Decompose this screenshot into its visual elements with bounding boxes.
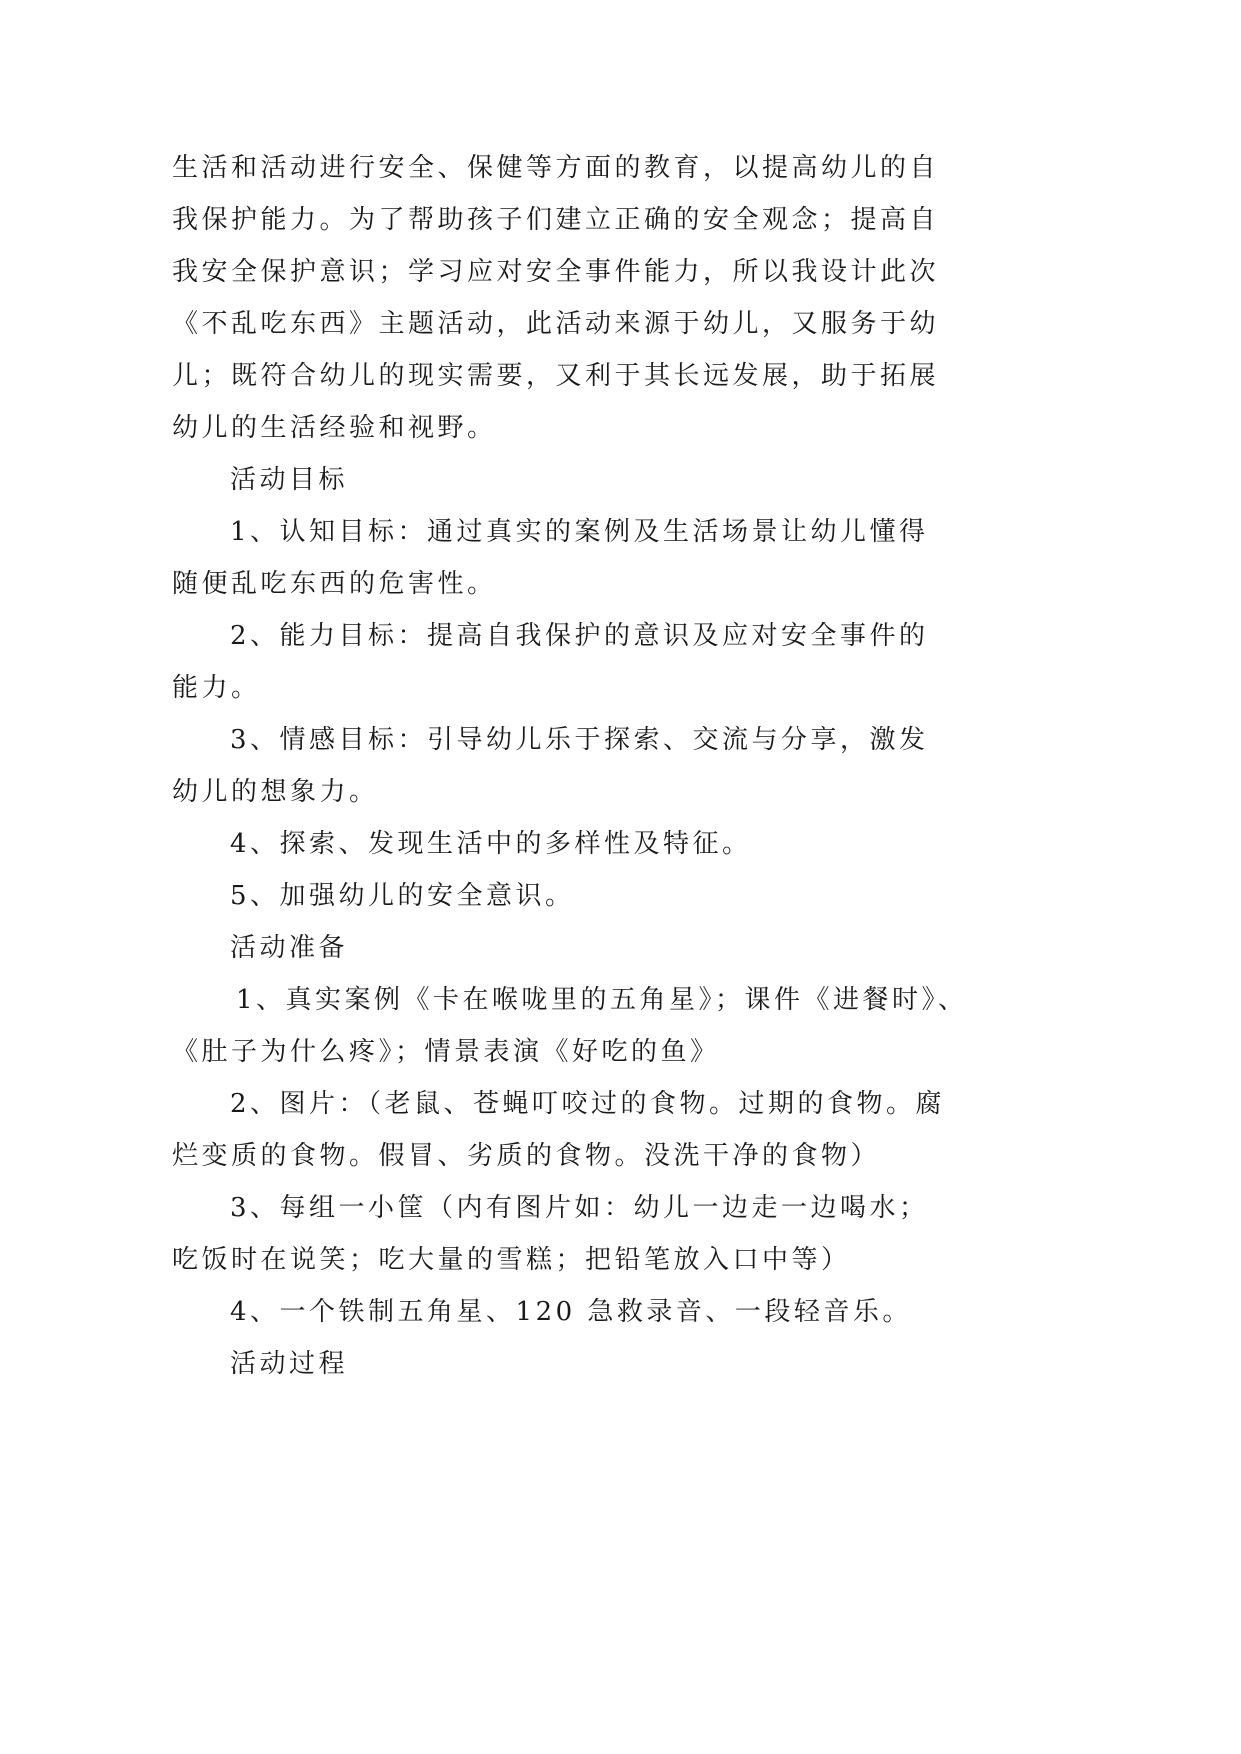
paragraph-line: 吃饭时在说笑；吃大量的雪糕；把铅笔放入口中等）: [172, 1245, 851, 1275]
paragraph-line: 4、探索、发现生活中的多样性及特征。: [230, 829, 752, 859]
paragraph-line: 幼儿的想象力。: [172, 777, 379, 807]
objective-item: [172, 870, 1072, 922]
paragraph-line: 我安全保护意识；学习应对安全事件能力，所以我设计此次: [172, 257, 940, 287]
section-heading-process: 活动过程: [230, 1349, 349, 1379]
preparation-item: [172, 1078, 1072, 1182]
paragraph-line: 生活和活动进行安全、保健等方面的教育，以提高幼儿的自: [172, 153, 940, 183]
paragraph-line: 3、情感目标：引导幼儿乐于探索、交流与分享，激发: [230, 725, 929, 755]
paragraph-line: 随便乱吃东西的危害性。: [172, 569, 497, 599]
paragraph-line: 2、图片：（老鼠、苍蝇叮咬过的食物。过期的食物。腐: [230, 1089, 946, 1119]
paragraph-line: 5、加强幼儿的安全意识。: [230, 881, 575, 911]
section-heading-preparation: 活动准备: [230, 933, 349, 963]
section-heading-objectives: 活动目标: [230, 465, 349, 495]
objective-item: [172, 610, 1072, 714]
preparation-item: [172, 1286, 1072, 1338]
paragraph-line: 烂变质的食物。假冒、劣质的食物。没洗干净的食物）: [172, 1141, 881, 1171]
paragraph-line: 《不乱吃东西》主题活动，此活动来源于幼儿，又服务于幼: [172, 309, 940, 339]
paragraph-line: 能力。: [172, 673, 261, 703]
paragraph-line: 2、能力目标：提高自我保护的意识及应对安全事件的: [230, 621, 929, 651]
objective-item: [172, 714, 1072, 818]
paragraph-line: 儿；既符合幼儿的现实需要，又利于其长远发展，助于拓展: [172, 361, 940, 391]
intro-paragraph: [172, 142, 1072, 454]
objective-item: [172, 818, 1072, 870]
paragraph-line: 3、每组一小筐（内有图片如：幼儿一边走一边喝水；: [230, 1193, 929, 1223]
paragraph-line: 1、认知目标：通过真实的案例及生活场景让幼儿懂得: [230, 517, 929, 547]
paragraph-line: 1、真实案例《卡在喉咙里的五角星》；课件《进餐时》、: [236, 985, 968, 1015]
paragraph-line: 幼儿的生活经验和视野。: [172, 413, 497, 443]
document-page: [172, 142, 1072, 1390]
paragraph-line: 《肚子为什么疼》；情景表演《好吃的鱼》: [172, 1037, 720, 1067]
objective-item: [172, 506, 1072, 610]
paragraph-line: 我保护能力。为了帮助孩子们建立正确的安全观念；提高自: [172, 205, 940, 235]
preparation-item: [172, 1182, 1072, 1286]
paragraph-line: 4、一个铁制五角星、120 急救录音、一段轻音乐。: [230, 1297, 912, 1327]
preparation-item: [172, 974, 1072, 1078]
